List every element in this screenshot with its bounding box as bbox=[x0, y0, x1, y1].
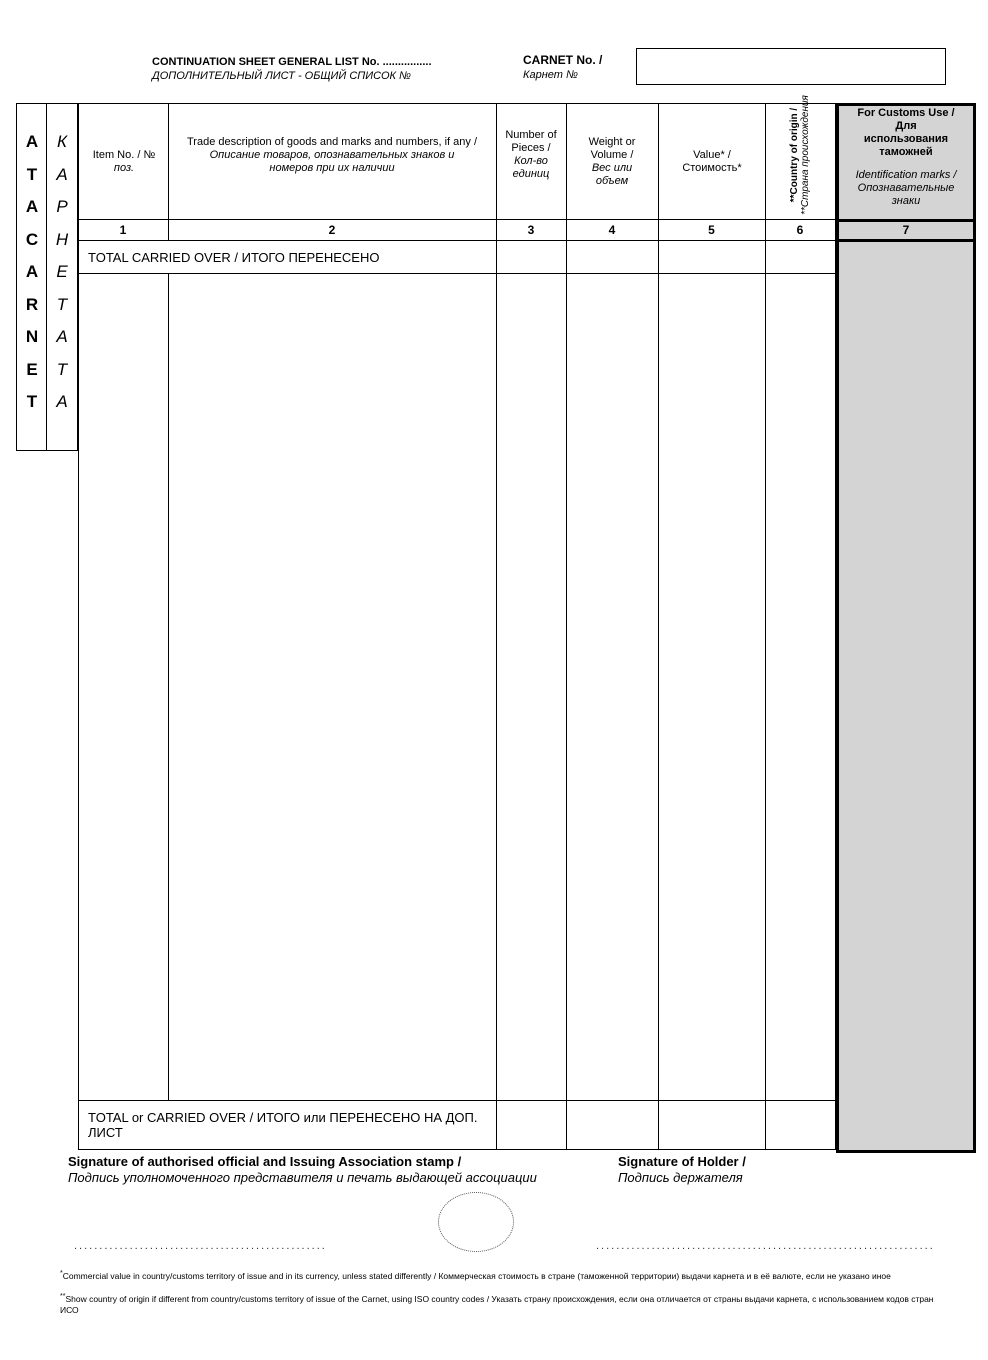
column-header-item-no bbox=[80, 149, 168, 175]
carnet-number-field[interactable] bbox=[636, 48, 946, 85]
carnet-number-label bbox=[523, 53, 602, 83]
table-col-line bbox=[566, 103, 567, 1150]
side-letter-en: C bbox=[25, 229, 39, 249]
column-header-en: **Country of origin / bbox=[789, 107, 800, 203]
footnote-text: Show country of origin if different from country/customs territory of issue of the Carnet, using ISO country codes / Указать страну происхождения, если она отличается от страны выдачи карнета, с использованием кодов стран ИСО bbox=[60, 1293, 934, 1315]
column-header-ru: Вес или объем bbox=[591, 162, 633, 187]
footnote-mark: ** bbox=[60, 1293, 66, 1300]
column-number: 1 bbox=[119, 223, 127, 237]
total-or-carried-over-label: TOTAL or CARRIED OVER / ИТОГО или ПЕРЕНЕСЕНО НА ДОП. ЛИСТ bbox=[88, 1110, 478, 1140]
side-letter-en: R bbox=[25, 294, 39, 314]
footnote-country-origin bbox=[60, 1291, 950, 1316]
column-number: 5 bbox=[708, 223, 715, 237]
general-list-title-ru: ДОПОЛНИТЕЛЬНЫЙ ЛИСТ - ОБЩИЙ СПИСОК № bbox=[152, 70, 411, 82]
stamp-placeholder bbox=[438, 1192, 514, 1252]
side-letter-en: A bbox=[25, 197, 39, 216]
column-header-ru: поз. bbox=[113, 162, 135, 174]
carnet-label-ru: Карнет № bbox=[523, 69, 578, 81]
carnet-label-en: CARNET No. / bbox=[523, 53, 603, 67]
side-letter-ru: Е bbox=[56, 262, 68, 281]
column-header-country bbox=[789, 90, 811, 220]
column-header-en: Trade description of goods and marks and numbers, if any / bbox=[186, 136, 478, 148]
side-letter-en: E bbox=[26, 359, 38, 379]
column-header-en: Value* / Стоимость* bbox=[682, 149, 742, 174]
column-number: 4 bbox=[608, 223, 616, 237]
column-header-en: Weight or Volume / bbox=[588, 136, 636, 161]
side-letter-ru: А bbox=[56, 392, 68, 411]
side-label-en bbox=[18, 126, 46, 419]
official-signature-en: Signature of authorised official and Issuing Association stamp / bbox=[68, 1154, 462, 1169]
column-header-en: For Customs Use / Для использования таможней bbox=[857, 107, 955, 158]
table-col-line bbox=[496, 103, 497, 1150]
side-letter-ru: Т bbox=[56, 359, 68, 379]
official-signature-ru: Подпись уполномоченного представителя и печать выдающей ассоциации bbox=[68, 1170, 537, 1185]
holder-signature-en: Signature of Holder / bbox=[618, 1154, 746, 1169]
side-letter-ru: А bbox=[56, 164, 68, 184]
customs-separator bbox=[836, 219, 976, 222]
table-line bbox=[78, 273, 836, 274]
table-border-top bbox=[78, 103, 836, 104]
column-header-ru: **Страна происхождения bbox=[800, 95, 811, 215]
table-border-left bbox=[78, 103, 79, 1150]
side-label-divider bbox=[46, 103, 47, 451]
side-letter-en: T bbox=[26, 164, 38, 184]
table-col-line bbox=[835, 103, 836, 1150]
general-list-title bbox=[152, 55, 432, 83]
side-letter-en: T bbox=[26, 392, 38, 411]
column-header-value bbox=[664, 149, 760, 175]
table-line bbox=[78, 219, 836, 220]
side-label-ru bbox=[48, 126, 76, 419]
holder-signature-ru: Подпись держателя bbox=[618, 1170, 743, 1185]
column-header-en: Number of Pieces / bbox=[505, 129, 557, 154]
table-col-line bbox=[168, 103, 169, 241]
table-col-line bbox=[658, 103, 659, 1150]
table-line bbox=[78, 1100, 836, 1101]
table-col-line bbox=[168, 273, 169, 1101]
column-number: 3 bbox=[527, 223, 535, 237]
side-letter-ru: Р bbox=[56, 197, 68, 216]
footnote-commercial-value bbox=[60, 1268, 950, 1282]
side-letter-ru: Т bbox=[56, 294, 68, 314]
column-header-ru: Identification marks / Опознавательные знаки bbox=[855, 169, 957, 207]
side-letter-en: A bbox=[25, 132, 39, 151]
table-line bbox=[78, 240, 836, 241]
customs-separator bbox=[836, 239, 976, 242]
column-header-description bbox=[172, 136, 492, 175]
column-header-ru: Описание товаров, опознавательных знаков и номеров при их наличии bbox=[209, 149, 455, 174]
side-letter-ru: А bbox=[56, 327, 68, 346]
holder-signature-line[interactable]: ................................................................... bbox=[596, 1240, 935, 1252]
side-letter-ru: Н bbox=[55, 229, 69, 249]
column-number: 7 bbox=[902, 223, 910, 237]
official-signature-label bbox=[68, 1154, 608, 1186]
side-letter-en: A bbox=[25, 262, 39, 281]
column-number: 2 bbox=[328, 223, 336, 237]
column-header-pieces bbox=[500, 129, 562, 181]
holder-signature-label bbox=[618, 1154, 878, 1186]
table-col-line bbox=[765, 103, 766, 1150]
general-list-title-en: CONTINUATION SHEET GENERAL LIST No. ................ bbox=[152, 56, 432, 68]
customs-use-column bbox=[836, 103, 976, 1153]
column-header-ru: Кол-во единиц bbox=[512, 155, 550, 180]
total-carried-over-label: TOTAL CARRIED OVER / ИТОГО ПЕРЕНЕСЕНО bbox=[88, 250, 380, 265]
column-header-en: Item No. / № bbox=[92, 149, 156, 161]
official-signature-line[interactable]: .................................................. bbox=[74, 1240, 327, 1252]
footnote-text: Commercial value in country/customs territory of issue and in its currency, unless stated differently / Коммерческая стоимость в стране (таможенной территории) выдачи карнета и в её валюте, если не указано иное bbox=[62, 1270, 891, 1281]
column-header-weight bbox=[572, 136, 652, 188]
footnote-mark: * bbox=[60, 1270, 63, 1277]
side-letter-ru: К bbox=[56, 132, 68, 151]
table-border-bottom bbox=[78, 1149, 836, 1150]
column-number: 6 bbox=[796, 223, 804, 237]
side-letter-en: N bbox=[25, 327, 39, 346]
column-header-customs bbox=[844, 107, 968, 208]
